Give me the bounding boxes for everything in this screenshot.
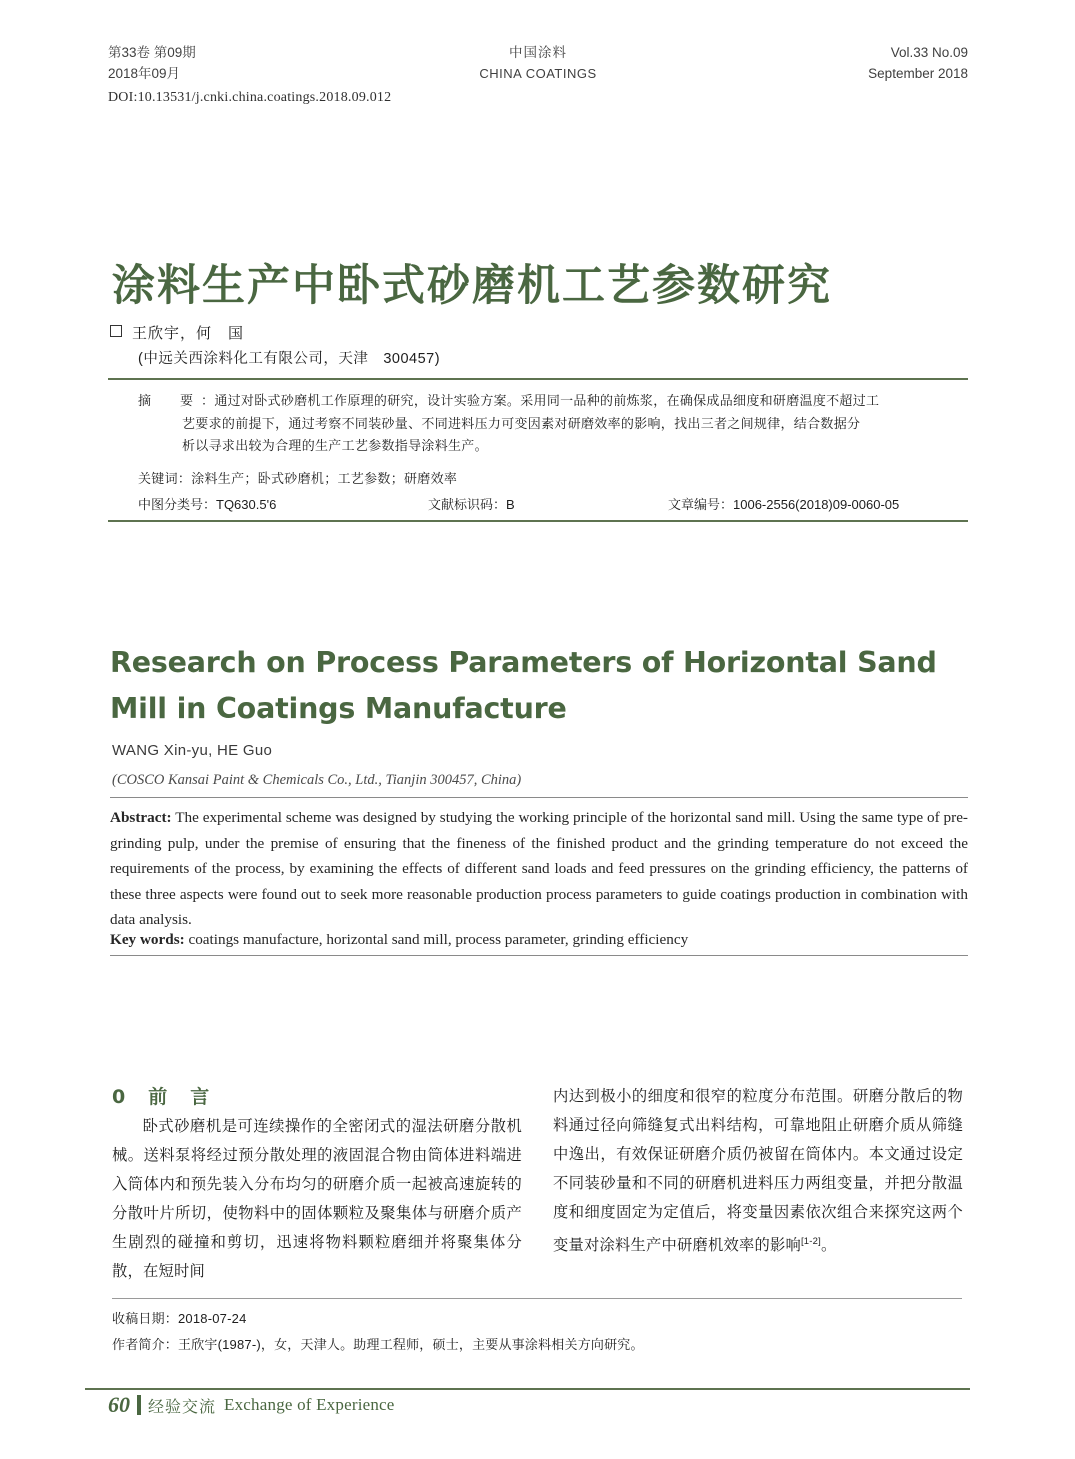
body-column-left: 卧式砂磨机是可连续操作的全密闭式的湿法研磨分散机械。送料泵将经过预分散处理的液固混合物由筒体进料端进入筒体内和预先装入分布均匀的研磨介质一起被高速旋转的分散叶片所切，使物料中的固体颗粒及聚集体与研磨介质产生剧烈的碰撞和剪切，迅速将物料颗粒磨细并将聚集体分散，在短时间 [112,1118,522,1280]
body-column-right [553,1082,963,1260]
header-vol-no-en: Vol.33 No.09 [890,45,968,60]
keywords-en-text: coatings manufacture, horizontal sand mill, process parameter, grinding efficiency [184,931,689,948]
article-id: 文章编号：1006-2556(2018)09-0060-05 [668,497,900,512]
divider-footnotes [112,1298,962,1299]
abstract-cn [138,390,938,458]
divider-abstract-bottom [108,520,968,522]
journal-name-cn: 中国涂料 [509,45,567,60]
footer-column-en: Exchange of Experience [224,1395,395,1414]
reference-marker: [1-2] [800,1236,821,1247]
authors-cn-names: 王欣宇，何 国 [132,325,245,342]
page-number: 60 [108,1392,130,1417]
header-volume-issue: 第33卷 第09期 [108,45,196,60]
journal-name-en: CHINA COATINGS [479,66,597,81]
footnote-author-bio: 作者简介：王欣宇(1987-)，女，天津人。助理工程师，硕士，主要从事涂料相关方向研究。 [112,1337,644,1352]
authors-en: WANG Xin-yu, HE Guo [112,742,273,759]
divider-en-abstract-top [110,797,968,798]
abstract-en-text: The experimental scheme was designed by studying the working principle of the horizontal sand mill. Using the same type of pre-grinding pulp, under the premise of ensuring that the fineness of the finished product and the grinding temperature do not exceed the requirements of the process, by examining the effects of different sand loads and feed pressures on the grinding efficiency, the patterns of these three aspects were found out to seek more reasonable production process parameters to guide coatings production in combination with data analysis. [110,809,968,928]
doi-line: DOI:10.13531/j.cnki.china.coatings.2018.09.012 [108,90,392,105]
clc-number: 中图分类号：TQ630.5'6 [138,497,277,512]
document-code: 文献标识码：B [428,497,515,512]
abstract-cn-line1: ：通过对卧式砂磨机工作原理的研究，设计实验方案。采用同一品种的前炼浆，在确保成品细度和研磨温度不超过工 [201,393,880,408]
section-heading-intro: 0 前 言 [112,1086,212,1108]
abstract-cn-line3: 析以寻求出较为合理的生产工艺参数指导涂料生产。 [182,438,488,453]
footer-column-cn: 经验交流 [148,1398,217,1416]
affiliation-cn: (中远关西涂料化工有限公司，天津 300457) [138,351,441,367]
keywords-cn: 关键词：涂料生产；卧式砂磨机；工艺参数；研磨效率 [138,471,458,486]
header-date-en: September 2018 [868,66,968,81]
abstract-en-label: Abstract: [110,809,172,826]
keywords-en [110,927,968,952]
footer-bar-icon [137,1395,141,1415]
body-right-text: 内达到极小的细度和很窄的粒度分布范围。研磨分散后的物料通过径向筛缝复式出料结构，可靠地阻止研磨介质从筛缝中逸出，有效保证研磨介质仍被留在筒体内。本文通过设定不同装砂量和不同的研磨机进料压力两组变量，并把分散温度和细度固定为定值后，将变量因素依次组合来探究这两个变量对涂料生产中研磨机效率的影响 [553,1088,963,1255]
page-footer [108,1392,395,1418]
square-bullet-icon [110,325,122,337]
divider-abstract-top [108,378,968,380]
header-journal-name [479,42,596,84]
article-title-en: Research on Process Parameters of Horizontal Sand Mill in Coatings Manufacture [110,646,937,725]
header-date-cn: 2018年09月 [108,66,181,81]
footnote-received-date: 收稿日期：2018-07-24 [112,1311,247,1326]
authors-cn [110,322,244,343]
keywords-en-label: Key words: [110,931,185,948]
article-title-cn: 涂料生产中卧式砂磨机工艺参数研究 [112,261,832,311]
header-volume-right [868,42,968,84]
abstract-en [110,805,968,933]
page-header [108,42,968,86]
divider-page-footer [85,1388,970,1390]
abstract-cn-label: 摘 要 [138,393,202,408]
divider-en-abstract-bottom [110,955,968,956]
header-volume-left [108,42,196,84]
abstract-cn-line2: 艺要求的前提下，通过考察不同装砂量、不同进料压力可变因素对研磨效率的影响，找出三者之间规律，结合数据分 [182,415,861,431]
body-right-tail: 。 [820,1237,837,1255]
affiliation-en: (COSCO Kansai Paint & Chemicals Co., Ltd., Tianjin 300457, China) [112,772,522,788]
